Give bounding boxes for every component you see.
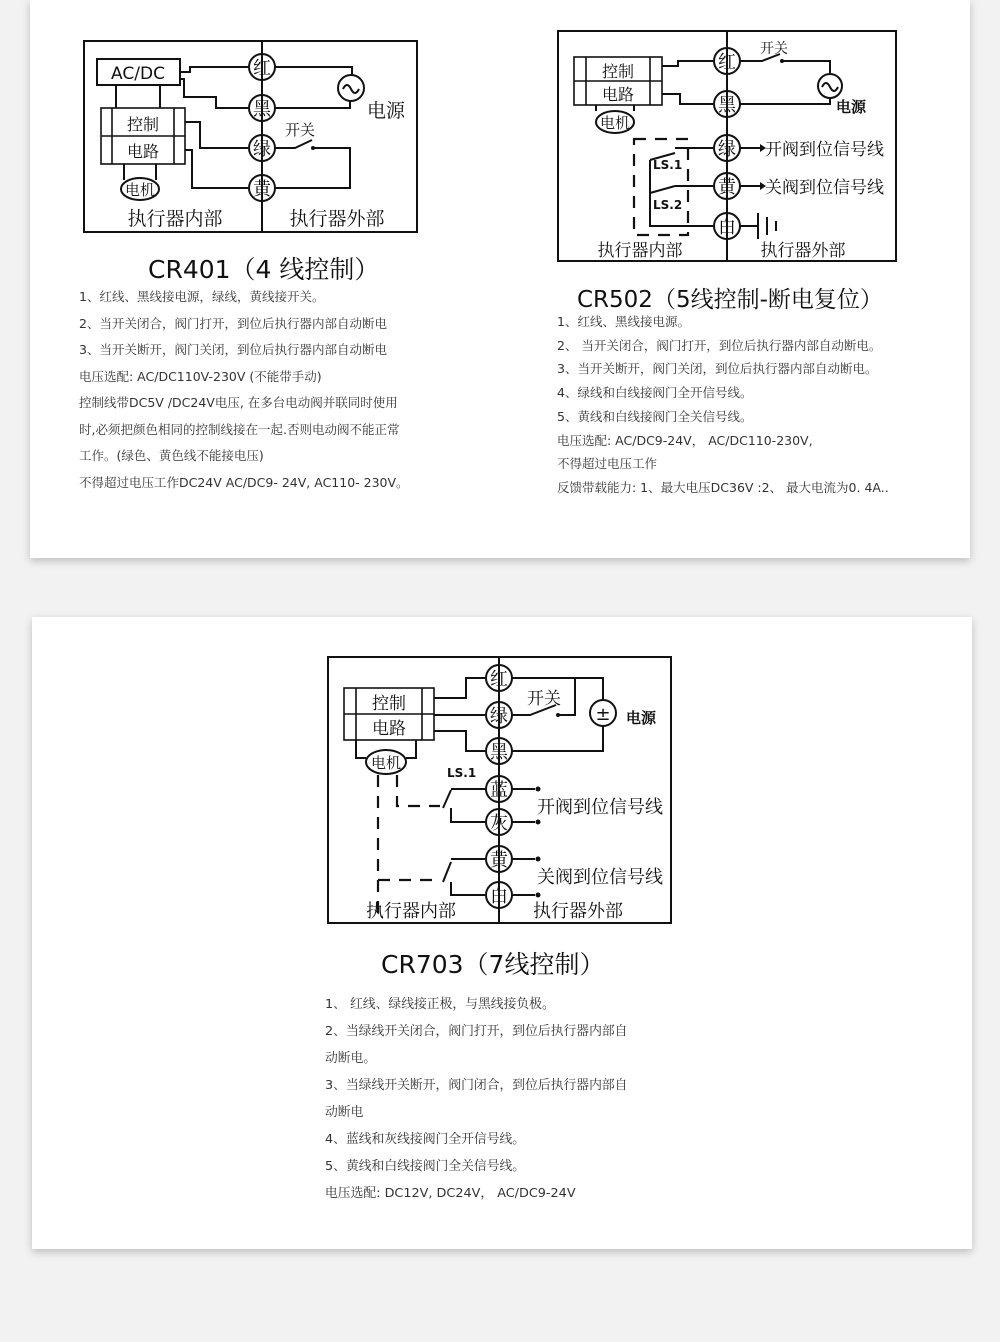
cr703-wire-white-inside	[451, 882, 485, 895]
cr703-power-text: 电源	[626, 709, 657, 727]
cr502-yellow-text: 黄	[718, 177, 736, 198]
cr703-black-text: 黑	[490, 742, 508, 763]
cr703-outside-text: 执行器外部	[533, 901, 623, 922]
cr502-white-text: 白	[718, 217, 736, 238]
cr502-close-signal-text: 关阀到位信号线	[765, 178, 884, 198]
cr703-wire-black-outside	[512, 726, 603, 751]
cr401-outside-text: 执行器外部	[289, 208, 385, 230]
cr502-black-text: 黑	[718, 95, 736, 116]
note-line: 5、黄线和白线接阀门全关信号线。	[557, 408, 753, 424]
cr703-yellow-text: 黄	[490, 850, 508, 871]
cr502-control-text: 控制	[601, 62, 635, 81]
cr401-control-text: 控制	[126, 115, 160, 134]
cr703-close-signal-text: 关阀到位信号线	[537, 867, 663, 888]
cr401-black-text: 黑	[253, 99, 271, 120]
note-line: 1、红线、黑线接电源，绿线，黄线接开关。	[79, 289, 325, 304]
note-line: 3、当开关断开，阀门关闭，到位后执行器内部自动断电。	[557, 361, 878, 377]
note-line: 4、蓝线和灰线接阀门全开信号线。	[325, 1132, 526, 1147]
cr401-red-text: 红	[253, 58, 271, 79]
cr703-wire-motor-a	[356, 740, 366, 758]
note-line: 1、 红线、绿线接正极，与黑线接负极。	[325, 997, 555, 1012]
cr703-notes	[325, 991, 627, 1207]
cr502-open-signal-text: 开阀到位信号线	[765, 140, 884, 160]
cr703-gray-endpoint	[536, 820, 541, 825]
cr703-wire-black-inside	[434, 731, 485, 751]
cr401-motor-text: 电机	[124, 181, 156, 199]
cr703-wire-gray-inside	[451, 808, 485, 822]
cr401-circuit-text: 电路	[126, 142, 160, 161]
cr703-ls1-text: LS.1	[447, 766, 477, 780]
note-line: 动断电	[325, 1105, 364, 1120]
note-line: 不得超过电压工作	[557, 456, 658, 472]
cr703-wire-motor-b	[406, 740, 416, 758]
cr703-ls2-lever	[443, 862, 451, 882]
cr502-green-text: 绿	[718, 139, 736, 160]
note-line: 3、当开关断开，阀门关闭，到位后执行器内部自动断电	[79, 342, 387, 357]
note-line: 4、绿线和白线接阀门全开信号线。	[557, 385, 753, 401]
cr502-title: CR502（5线控制-断电复位）	[577, 287, 883, 313]
cr401-inside-text: 执行器内部	[127, 208, 223, 230]
note-line: 不得超过电压工作DC24V AC/DC9- 24V, AC110- 230V。	[79, 474, 409, 490]
cr401-yellow-text: 黄	[253, 179, 271, 200]
cr502-switch-text: 开关	[760, 41, 788, 57]
cr703-white-endpoint	[536, 893, 541, 898]
cr502-ls2-text: LS.2	[653, 198, 683, 212]
cr703-yellow-endpoint	[536, 857, 541, 862]
cr401-title: CR401（4 线控制）	[148, 255, 380, 284]
note-line: 电压选配: AC/DC9-24V， AC/DC110-230V,	[557, 432, 813, 448]
note-line: 3、当绿线开关断开，阀门闭合，到位后执行器内部自	[325, 1078, 628, 1093]
cr703-ls1-lever	[443, 790, 451, 808]
cr401-acdc-text: AC/DC	[111, 64, 165, 84]
note-line: 电压选配: DC12V, DC24V， AC/DC9-24V	[325, 1186, 576, 1201]
cr502-outside-text: 执行器外部	[760, 241, 846, 261]
cr502-power-text: 电源	[836, 98, 867, 116]
note-line: 2、当绿线开关闭合，阀门打开，到位后执行器内部自	[325, 1024, 628, 1039]
cr703-blue-endpoint	[536, 787, 541, 792]
cr401-power-text: 电源	[367, 100, 406, 122]
cr401-switch-text: 开关	[285, 121, 316, 139]
cr703-control-text: 控制	[372, 694, 406, 714]
note-line: 控制线带DC5V /DC24V电压, 在多台电动阀并联同时使用	[79, 395, 398, 410]
cr703-gray-text: 灰	[490, 813, 508, 834]
note-line: 时,必须把颜色相同的控制线接在一起.否则电动阀不能正常	[79, 421, 400, 437]
cr502-red-text: 红	[718, 52, 736, 73]
cr502-ls1-text: LS.1	[653, 158, 683, 172]
cr703-white-text: 白	[490, 886, 508, 907]
note-line: 工作。(绿色、黄色线不能接电压)	[79, 448, 264, 463]
note-line: 5、黄线和白线接阀门全关信号线。	[325, 1159, 526, 1174]
cr703-circuit-text: 电路	[372, 719, 406, 739]
cr703-green-text: 绿	[490, 706, 508, 727]
cr703-blue-text: 蓝	[490, 780, 508, 801]
cr502-motor-text: 电机	[599, 114, 631, 132]
cr502-circuit-text: 电路	[601, 85, 635, 104]
note-line: 2、当开关闭合，阀门打开，到位后执行器内部自动断电	[79, 315, 387, 331]
cr703-motor-text: 电机	[370, 754, 402, 772]
cr401-green-text: 绿	[253, 139, 271, 160]
note-line: 电压选配: AC/DC110V-230V (不能带手动)	[79, 368, 322, 384]
note-line: 2、 当开关闭合，阀门打开，到位后执行器内部自动断电。	[557, 337, 882, 353]
cr703-open-signal-text: 开阀到位信号线	[537, 797, 663, 818]
cr703-red-text: 红	[490, 669, 508, 690]
cr703-title: CR703（7线控制）	[381, 950, 605, 979]
cr703-inside-text: 执行器内部	[366, 901, 456, 922]
note-line: 1、红线、黑线接电源。	[557, 314, 690, 329]
cr703-power-symbol: ±	[595, 704, 611, 725]
cr703-switch-text: 开关	[527, 689, 561, 709]
cr703-wire-red-inside	[434, 678, 485, 698]
note-line: 反馈带载能力: 1、最大电压DC36V :2、 最大电流为0. 4A..	[557, 479, 889, 495]
cr703-dashed-link-ls1	[397, 775, 440, 806]
note-line: 动断电。	[325, 1051, 377, 1066]
cr502-inside-text: 执行器内部	[597, 241, 683, 261]
